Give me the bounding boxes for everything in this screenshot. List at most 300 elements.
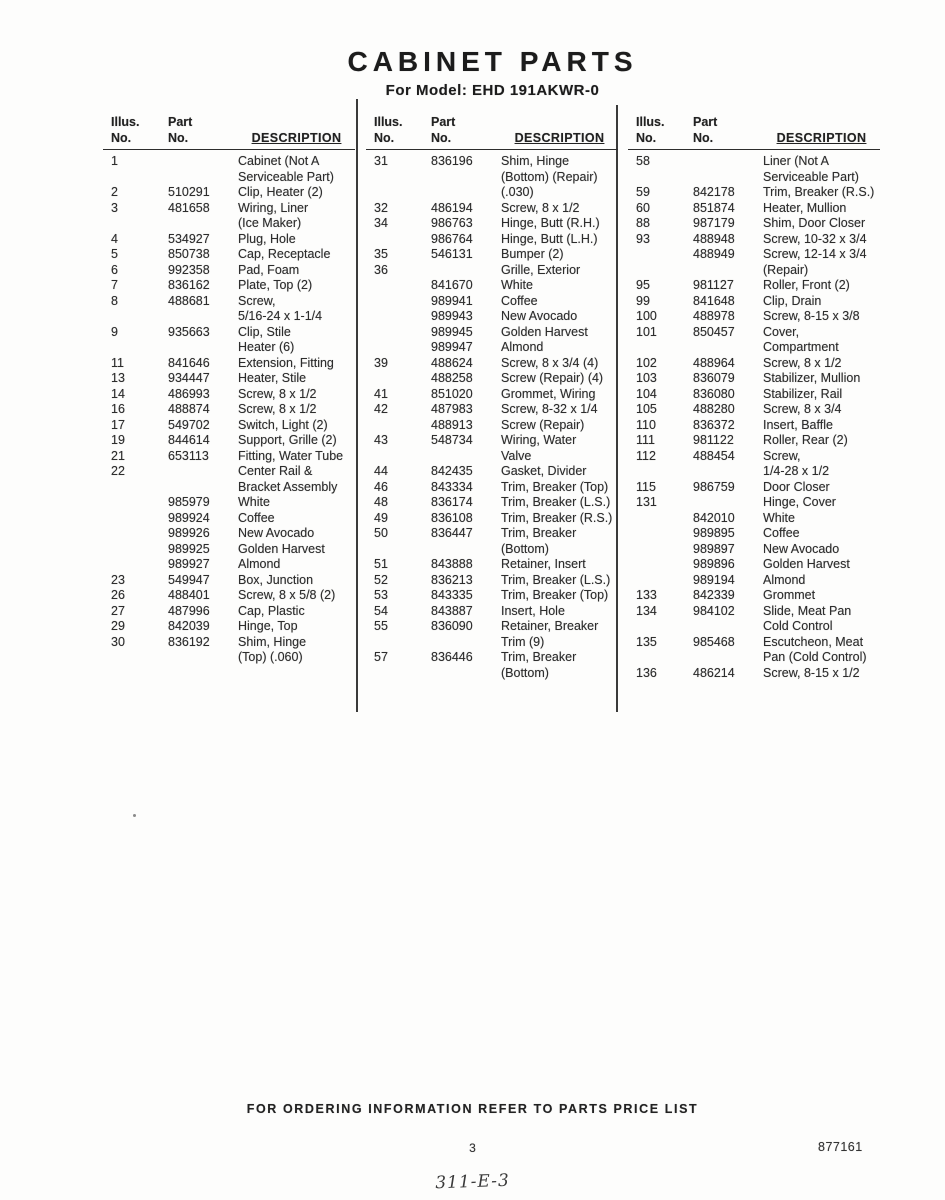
description-cell: Serviceable Part) <box>238 169 334 184</box>
table-row <box>366 542 618 558</box>
part-no-cell <box>693 619 763 635</box>
description-cell: Clip, Drain <box>763 293 822 308</box>
table-row <box>628 650 880 666</box>
column-header <box>366 113 618 150</box>
description-cell: Screw, 8 x 1/2 <box>501 200 580 215</box>
illus-no-cell: 131 <box>636 495 657 509</box>
table-row <box>366 340 618 356</box>
illus-no-cell: 19 <box>111 433 125 447</box>
table-row <box>628 480 880 496</box>
table-row <box>628 557 880 573</box>
table-row <box>628 495 880 511</box>
illus-no-cell: 57 <box>374 650 388 664</box>
illus-no-cell: 29 <box>111 619 125 633</box>
part-no-cell: 984102 <box>693 603 735 618</box>
illus-no-cell: 26 <box>111 588 125 602</box>
illus-no-cell: 7 <box>111 278 118 292</box>
table-row <box>628 433 880 449</box>
table-row <box>366 418 618 434</box>
table-row <box>366 635 618 651</box>
part-no-cell <box>168 170 238 186</box>
table-row <box>103 294 355 310</box>
part-no-cell: 488978 <box>693 309 735 323</box>
illus-no-cell: 1 <box>111 154 118 168</box>
part-no-cell: 843888 <box>431 557 473 571</box>
description-cell: Coffee <box>238 510 275 525</box>
part-no-cell <box>431 449 501 465</box>
illus-no-cell: 21 <box>111 448 125 463</box>
part-no-cell: 987179 <box>693 216 735 230</box>
table-row <box>103 480 355 496</box>
illus-no-cell: 44 <box>374 464 388 478</box>
part-no-cell: 989947 <box>431 340 473 354</box>
description-header: DESCRIPTION <box>514 130 605 145</box>
part-no-cell: 549702 <box>168 417 210 432</box>
table-row <box>366 573 618 589</box>
description-cell: (Bottom) <box>501 665 549 680</box>
part-no-cell: 534927 <box>168 231 210 246</box>
part-no-cell: 989926 <box>168 526 210 540</box>
table-row <box>366 588 618 604</box>
part-no-cell: 989194 <box>693 572 735 587</box>
part-no-cell: 844614 <box>168 433 210 447</box>
illus-no-cell <box>636 340 693 356</box>
table-row <box>103 387 355 403</box>
table-row <box>628 604 880 620</box>
table-row <box>628 309 880 325</box>
illus-no-cell <box>111 511 168 527</box>
description-cell: (Bottom) <box>501 541 549 556</box>
description-cell: (Top) (.060) <box>238 650 303 664</box>
illus-no-cell: 8 <box>111 293 118 308</box>
table-row <box>366 433 618 449</box>
column-header <box>628 113 880 150</box>
table-row <box>366 201 618 217</box>
description-cell: Wiring, Liner <box>238 200 309 215</box>
description-cell: Roller, Rear (2) <box>763 433 848 447</box>
description-cell: Screw (Repair) (4) <box>501 371 604 385</box>
illus-no-cell: 100 <box>636 309 657 323</box>
part-no-cell: 989897 <box>693 541 735 556</box>
illus-no-cell <box>111 216 168 232</box>
table-row <box>103 526 355 542</box>
table-row <box>628 588 880 604</box>
illus-no-cell: 93 <box>636 231 650 246</box>
description-cell: Screw (Repair) <box>501 417 585 432</box>
description-cell: Door Closer <box>763 479 830 494</box>
table-row <box>103 573 355 589</box>
part-no-cell: 488874 <box>168 402 210 416</box>
part-no-cell: 842178 <box>693 185 735 199</box>
description-cell: Coffee <box>501 293 538 308</box>
table-row <box>103 604 355 620</box>
part-no-cell <box>431 263 501 279</box>
description-cell: Golden Harvest <box>501 324 588 339</box>
illus-no-cell: 32 <box>374 200 388 215</box>
illus-no-cell <box>636 619 693 635</box>
ordering-note: FOR ORDERING INFORMATION REFER TO PARTS PRICE LIST <box>246 1102 699 1116</box>
illus-no-cell <box>374 371 431 387</box>
table-row <box>103 154 355 170</box>
description-cell: Slide, Meat Pan <box>763 603 852 618</box>
table-row <box>628 263 880 279</box>
illus-no-cell: 27 <box>111 603 125 618</box>
table-row <box>103 278 355 294</box>
table-row <box>366 294 618 310</box>
description-cell: Trim, Breaker (R.S.) <box>763 185 875 199</box>
illus-no-cell: 2 <box>111 185 118 199</box>
part-no-cell: 989896 <box>693 557 735 571</box>
part-no-cell <box>693 495 763 511</box>
description-cell: Pan (Cold Control) <box>763 650 867 664</box>
parts-column-2 <box>366 113 618 681</box>
description-cell: 1/4-28 x 1/2 <box>763 464 830 478</box>
description-cell: Gasket, Divider <box>501 464 587 478</box>
illus-no-cell <box>374 309 431 325</box>
part-no-cell: 836213 <box>431 572 473 587</box>
table-row <box>366 464 618 480</box>
illus-no-cell: 35 <box>374 247 388 261</box>
part-no-cell <box>693 650 763 666</box>
part-no-cell: 981127 <box>693 278 734 292</box>
table-row <box>103 247 355 263</box>
part-no-header: Part No. <box>431 115 456 145</box>
illus-no-cell: 101 <box>636 324 657 339</box>
part-no-cell: 488964 <box>693 355 735 370</box>
part-no-cell: 989943 <box>431 309 473 323</box>
page-number: 3 <box>469 1141 476 1155</box>
description-cell: White <box>763 510 795 525</box>
description-header: DESCRIPTION <box>251 130 342 145</box>
part-no-cell <box>168 216 238 232</box>
part-no-cell: 841646 <box>168 355 210 370</box>
part-no-cell: 986763 <box>431 216 473 230</box>
handwritten-note: 311-E-3 <box>434 1170 511 1194</box>
illus-no-cell: 95 <box>636 278 650 292</box>
description-cell: Screw, 8 x 1/2 <box>763 355 842 370</box>
illus-no-cell: 48 <box>374 495 388 509</box>
illus-no-cell: 49 <box>374 510 388 525</box>
illus-no-cell <box>374 340 431 356</box>
description-cell: Fitting, Water Tube <box>238 448 344 463</box>
part-no-cell: 843335 <box>431 588 473 602</box>
table-row <box>628 449 880 465</box>
table-row <box>366 170 618 186</box>
table-row <box>628 294 880 310</box>
part-no-header: Part No. <box>693 115 718 145</box>
table-row <box>103 232 355 248</box>
illus-no-cell: 134 <box>636 603 657 618</box>
part-no-cell: 836080 <box>693 386 735 401</box>
illus-no-cell <box>111 495 168 511</box>
description-cell: Insert, Baffle <box>763 417 833 432</box>
part-no-cell: 836174 <box>431 495 473 509</box>
description-cell: Bumper (2) <box>501 247 564 261</box>
illus-no-cell: 13 <box>111 371 125 385</box>
model-subtitle: For Model: EHD 191AKWR-0 <box>385 82 600 99</box>
part-no-cell: 985468 <box>693 634 735 649</box>
illus-no-header: Illus. No. <box>374 115 403 145</box>
description-cell: Trim, Breaker (Top) <box>501 588 609 602</box>
column-header <box>103 113 355 150</box>
illus-no-cell <box>636 526 693 542</box>
part-no-cell: 934447 <box>168 371 210 385</box>
description-cell: Heater, Stile <box>238 371 307 385</box>
part-no-cell: 986759 <box>693 479 735 494</box>
table-row <box>366 371 618 387</box>
part-no-cell: 488258 <box>431 371 473 385</box>
part-no-cell: 488948 <box>693 231 735 246</box>
part-no-cell: 841648 <box>693 293 735 308</box>
table-row <box>103 542 355 558</box>
part-no-cell <box>431 542 501 558</box>
description-cell: Wiring, Water <box>501 433 577 447</box>
table-row <box>366 387 618 403</box>
description-cell: Clip, Stile <box>238 324 291 339</box>
illus-no-cell <box>636 247 693 263</box>
part-no-cell: 486194 <box>431 200 473 215</box>
table-row <box>366 263 618 279</box>
table-row <box>628 542 880 558</box>
part-no-cell: 487983 <box>431 402 473 416</box>
description-cell: Screw, 8-32 x 1/4 <box>501 402 598 416</box>
table-row <box>628 356 880 372</box>
illus-no-cell: 39 <box>374 355 388 370</box>
illus-no-cell <box>636 170 693 186</box>
description-cell: Hinge, Top <box>238 619 298 633</box>
part-no-cell: 842339 <box>693 588 735 602</box>
description-cell: Screw, 8 x 5/8 (2) <box>238 588 336 602</box>
illus-no-cell: 111 <box>636 433 656 447</box>
part-no-cell <box>431 170 501 186</box>
part-no-cell <box>168 650 238 666</box>
part-no-cell <box>693 263 763 279</box>
illus-no-cell: 34 <box>374 216 388 230</box>
table-row <box>628 340 880 356</box>
part-no-cell <box>693 464 763 480</box>
illus-no-cell: 11 <box>111 355 124 370</box>
illus-no-cell <box>374 185 431 201</box>
table-row <box>366 557 618 573</box>
description-cell: Cap, Plastic <box>238 603 305 618</box>
illus-no-cell <box>111 542 168 558</box>
table-row <box>628 201 880 217</box>
part-no-cell: 488913 <box>431 417 473 432</box>
part-no-cell: 488624 <box>431 355 473 370</box>
illus-no-cell: 58 <box>636 154 650 168</box>
table-row <box>366 511 618 527</box>
description-cell: Roller, Front (2) <box>763 278 850 292</box>
table-row <box>628 216 880 232</box>
table-row <box>366 185 618 201</box>
part-no-cell: 487996 <box>168 603 210 618</box>
illus-no-cell <box>374 418 431 434</box>
column-divider-left <box>356 99 358 712</box>
table-row <box>366 325 618 341</box>
description-cell: Trim (9) <box>501 634 545 649</box>
part-no-cell <box>693 340 763 356</box>
description-cell: Stabilizer, Rail <box>763 386 843 401</box>
description-cell: Coffee <box>763 526 800 540</box>
illus-no-cell <box>111 309 168 325</box>
table-row <box>103 588 355 604</box>
table-row <box>628 619 880 635</box>
table-row <box>103 449 355 465</box>
part-no-cell: 510291 <box>168 185 210 199</box>
part-no-cell: 836192 <box>168 634 210 649</box>
illus-no-cell <box>636 650 693 666</box>
description-cell: Trim, Breaker <box>501 650 577 664</box>
table-row <box>103 371 355 387</box>
part-no-cell: 836196 <box>431 154 473 168</box>
doc-number: 877161 <box>818 1140 863 1154</box>
part-no-cell: 841670 <box>431 278 473 292</box>
table-row <box>103 201 355 217</box>
illus-no-cell: 133 <box>636 588 657 602</box>
table-row <box>366 666 618 682</box>
illus-no-cell: 52 <box>374 572 388 587</box>
description-cell: Shim, Door Closer <box>763 216 866 230</box>
description-cell: Support, Grille (2) <box>238 433 337 447</box>
part-no-cell: 836372 <box>693 417 735 432</box>
description-cell: Shim, Hinge <box>501 154 570 168</box>
part-no-cell <box>168 464 238 480</box>
description-cell: Screw, 8 x 3/4 <box>763 402 842 416</box>
part-no-cell: 842039 <box>168 619 210 633</box>
illus-no-cell: 16 <box>111 402 125 416</box>
table-row <box>103 325 355 341</box>
description-cell: Golden Harvest <box>763 557 850 571</box>
parts-rows <box>628 150 880 681</box>
part-no-cell: 488401 <box>168 588 210 602</box>
description-cell: Hinge, Cover <box>763 495 836 509</box>
description-cell: Trim, Breaker (Top) <box>501 479 609 494</box>
description-cell: Center Rail & <box>238 464 313 478</box>
part-no-cell: 981122 <box>693 433 734 447</box>
description-cell: Almond <box>763 572 806 587</box>
table-row <box>103 216 355 232</box>
illus-no-cell: 103 <box>636 371 657 385</box>
part-no-cell: 488681 <box>168 293 210 308</box>
table-row <box>103 185 355 201</box>
description-cell: Plug, Hole <box>238 231 296 246</box>
table-row <box>628 278 880 294</box>
table-row <box>366 402 618 418</box>
part-no-cell: 488454 <box>693 448 735 463</box>
illus-no-cell <box>636 464 693 480</box>
illus-no-cell: 3 <box>111 200 118 215</box>
illus-no-cell <box>111 340 168 356</box>
part-no-cell: 842010 <box>693 510 735 525</box>
table-row <box>366 449 618 465</box>
table-row <box>103 511 355 527</box>
illus-no-cell: 9 <box>111 324 118 339</box>
illus-no-cell <box>636 511 693 527</box>
part-no-cell: 989941 <box>431 293 473 308</box>
description-cell: Cap, Receptacle <box>238 247 331 261</box>
description-cell: Valve <box>501 448 532 463</box>
table-row <box>103 309 355 325</box>
table-row <box>628 185 880 201</box>
part-no-cell <box>693 170 763 186</box>
table-row <box>366 356 618 372</box>
description-cell: Grille, Exterior <box>501 262 581 277</box>
description-cell: Screw, <box>763 448 801 463</box>
table-row <box>103 402 355 418</box>
illus-no-cell: 5 <box>111 247 118 261</box>
illus-no-cell: 6 <box>111 262 118 277</box>
description-cell: Trim, Breaker <box>501 526 577 540</box>
description-header: DESCRIPTION <box>776 130 867 145</box>
description-cell: Cabinet (Not A <box>238 154 320 168</box>
table-row <box>628 573 880 589</box>
description-cell: New Avocado <box>238 526 315 540</box>
description-cell: Trim, Breaker (L.S.) <box>501 572 611 587</box>
description-cell: Almond <box>501 340 544 354</box>
description-cell: New Avocado <box>501 309 578 323</box>
table-row <box>366 216 618 232</box>
illus-no-cell: 22 <box>111 464 125 478</box>
illus-no-cell: 99 <box>636 293 650 308</box>
part-no-cell: 836079 <box>693 371 735 385</box>
table-row <box>103 635 355 651</box>
illus-no-cell <box>111 170 168 186</box>
table-row <box>103 263 355 279</box>
part-no-cell <box>168 154 238 170</box>
illus-no-cell: 112 <box>636 448 656 463</box>
table-row <box>366 650 618 666</box>
table-row <box>628 666 880 682</box>
description-cell: Almond <box>238 557 281 571</box>
description-cell: (Repair) <box>763 262 809 277</box>
parts-column-3 <box>628 113 880 681</box>
illus-no-cell: 17 <box>111 417 125 432</box>
illus-no-cell: 14 <box>111 386 125 401</box>
illus-no-cell <box>374 170 431 186</box>
illus-no-cell <box>374 635 431 651</box>
table-row <box>366 480 618 496</box>
description-cell: Screw, 8 x 1/2 <box>238 386 317 401</box>
illus-no-cell <box>374 542 431 558</box>
table-row <box>103 557 355 573</box>
illus-no-cell <box>111 557 168 573</box>
description-cell: Shim, Hinge <box>238 634 307 649</box>
description-cell: Screw, 8 x 3/4 (4) <box>501 355 599 370</box>
part-no-cell: 486214 <box>693 665 735 680</box>
description-cell: Hinge, Butt (L.H.) <box>501 231 598 246</box>
description-cell: Retainer, Breaker <box>501 619 599 633</box>
part-no-cell: 843887 <box>431 603 473 618</box>
parts-column-1 <box>103 113 355 666</box>
part-no-cell: 985979 <box>168 495 210 509</box>
description-cell: Box, Junction <box>238 572 314 587</box>
illus-no-cell <box>374 666 431 682</box>
part-no-cell: 836162 <box>168 278 210 292</box>
part-no-cell: 842435 <box>431 464 473 478</box>
table-row <box>366 604 618 620</box>
description-cell: Stabilizer, Mullion <box>763 371 861 385</box>
table-row <box>366 278 618 294</box>
illus-no-header: Illus. No. <box>636 115 665 145</box>
description-cell: White <box>501 278 533 292</box>
table-row <box>103 495 355 511</box>
part-no-cell: 481658 <box>168 200 210 215</box>
table-row <box>103 650 355 666</box>
table-row <box>366 247 618 263</box>
illus-no-cell: 55 <box>374 619 388 633</box>
illus-no-cell <box>636 542 693 558</box>
table-row <box>103 619 355 635</box>
